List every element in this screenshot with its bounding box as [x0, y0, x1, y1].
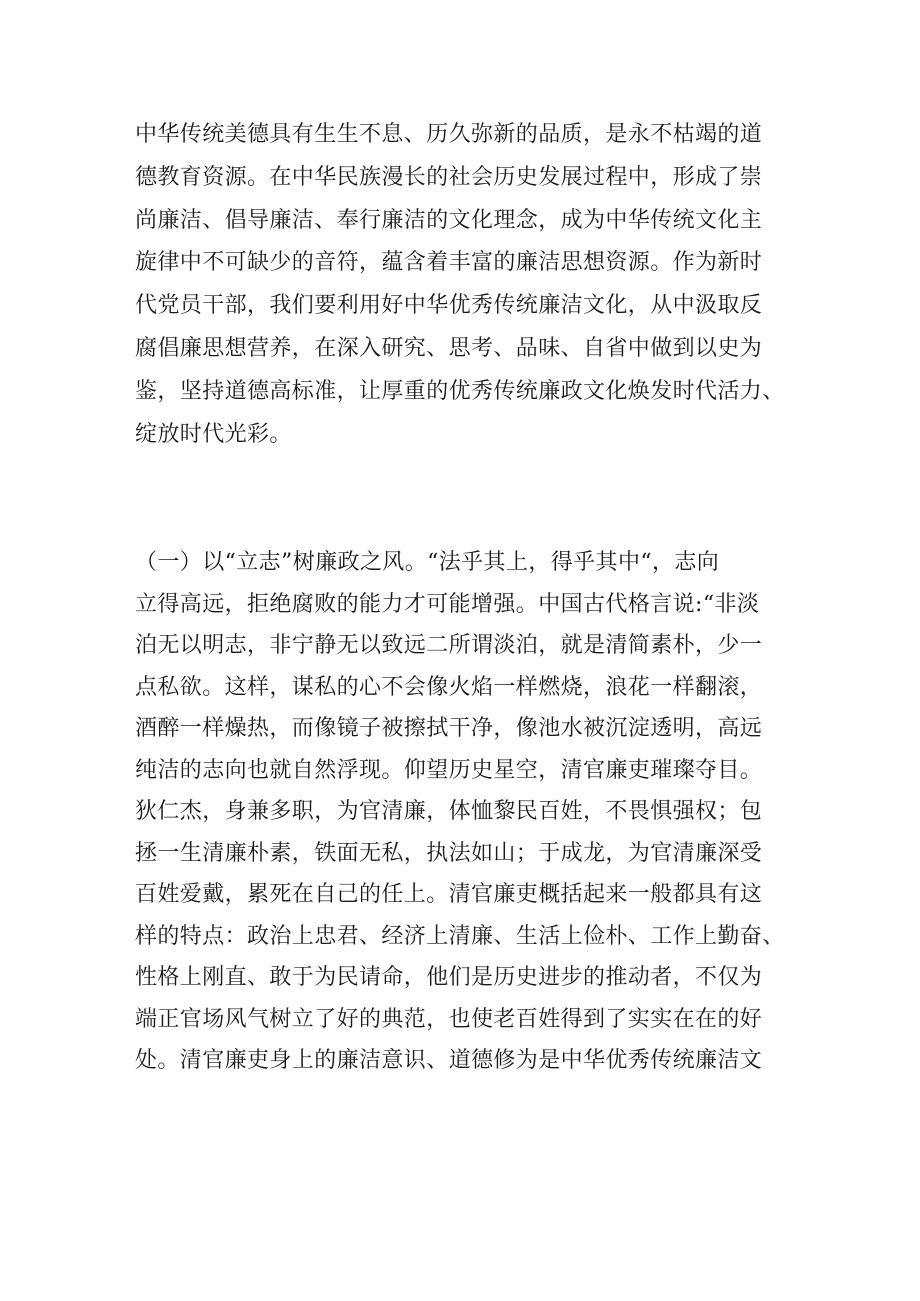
text-line: 点私欲。这样，谋私的心不会像火焰一样燃烧，浪花一样翻滚， [135, 674, 763, 700]
text-line: 中华传统美德具有生生不息、历久弥新的品质，是永不枯竭的道 [135, 122, 763, 147]
text-line: 狄仁杰，身兼多职，为官清廉，体恤黎民百姓，不畏惧强权；包 [135, 799, 763, 824]
text-line: 立得高远，拒绝腐败的能力才可能增强。中国古代格言说:“非淡 [135, 591, 760, 617]
text-line: 百姓爱戴，累死在自己的任上。清官廉吏概括起来一般都具有这 [135, 882, 763, 907]
intro-paragraph [135, 114, 795, 456]
text-line: 拯一生清廉朴素，铁面无私，执法如山；于成龙，为官清廉深受 [135, 840, 763, 866]
text-line: 性格上刚直、敢于为民请命，他们是历史进步的推动者，不仅为 [135, 965, 763, 990]
text-line: 鉴，坚持道德高标准，让厚重的优秀传统廉政文化焕发时代活力、 [135, 378, 785, 404]
text-line: 泊无以明志，非宁静无以致远二所谓淡泊，就是清简素朴，少一 [135, 633, 763, 658]
text-line: 端正官场风气树立了好的典范，也使老百姓得到了实实在在的好 [135, 1006, 763, 1032]
text-line: 样的特点：政治上忠君、经济上清廉、生活上俭朴、工作上勤奋、 [135, 923, 785, 949]
text-line: 德教育资源。在中华民族漫长的社会历史发展过程中，形成了崇 [135, 164, 763, 190]
text-line: 旋律中不可缺少的音符，蕴含着丰富的廉洁思想资源。作为新时 [135, 250, 763, 276]
text-line: 酒醉一样燥热，而像镜子被擦拭干净，像池水被沉淀透明，高远 [135, 716, 763, 741]
text-line: 腐倡廉思想营养，在深入研究、思考、品味、自省中做到以史为 [135, 335, 763, 361]
section-one-paragraph [135, 542, 795, 1082]
text-line: 代党员干部，我们要利用好中华优秀传统廉洁文化，从中汲取反 [135, 293, 763, 319]
text-line: （一）以“立志”树廉政之风。“法乎其上，得乎其中“，志向 [135, 550, 720, 575]
text-line: 尚廉洁、倡导廉洁、奉行廉洁的文化理念，成为中华传统文化主 [135, 207, 763, 233]
text-line: 处。清官廉吏身上的廉洁意识、道德修为是中华优秀传统廉洁文 [135, 1048, 763, 1073]
text-line: 绽放时代光彩。 [135, 421, 292, 447]
text-line: 纯洁的志向也就自然浮现。仰望历史星空，清官廉吏璀璨夺目。 [135, 757, 763, 783]
